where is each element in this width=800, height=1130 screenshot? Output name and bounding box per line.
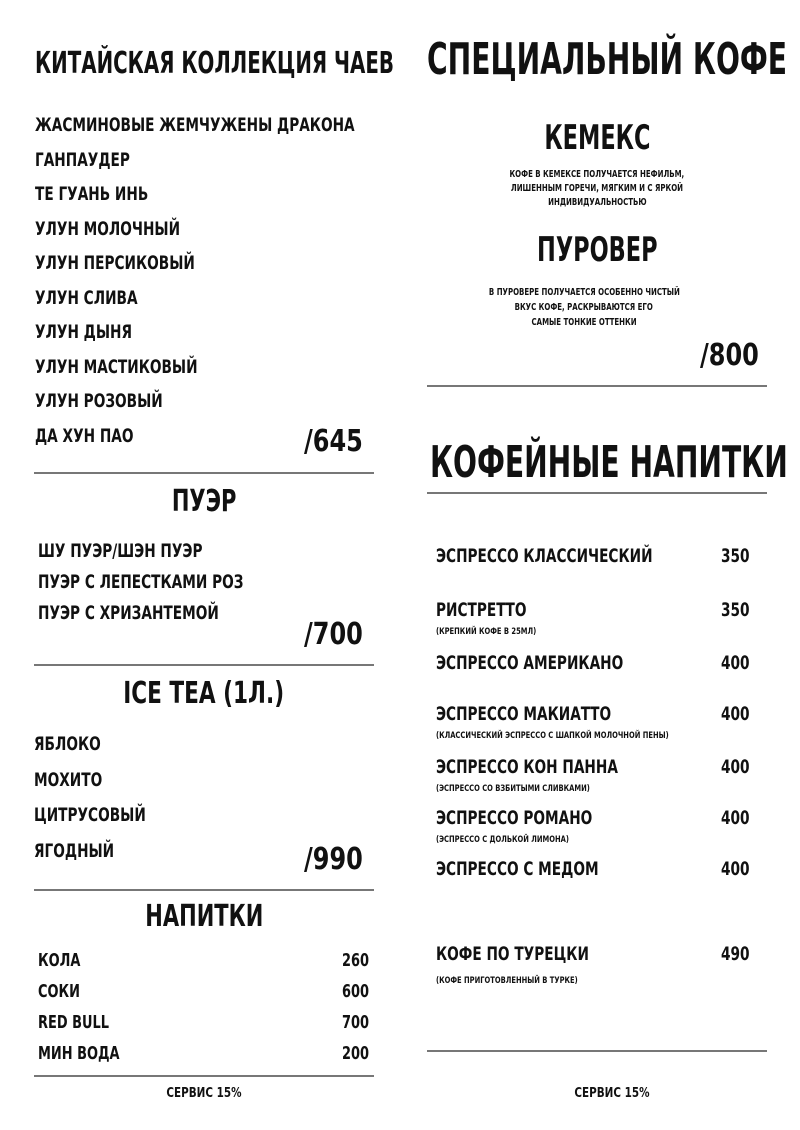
puer-title: ПУЭР bbox=[171, 484, 237, 519]
divider bbox=[34, 1075, 374, 1077]
icetea-title: ICE TEA (1Л.) bbox=[123, 676, 285, 711]
chemex-title: КЕМЕКС bbox=[543, 118, 651, 158]
divider bbox=[427, 1050, 767, 1052]
coffee-note: (КРЕПКИЙ КОФЕ В 25МЛ) bbox=[436, 627, 537, 637]
menu-item: УЛУН МАСТИКОВЫЙ bbox=[35, 355, 198, 378]
chemex-desc-line: ИНДИВИДУАЛЬНОСТЬЮ bbox=[547, 197, 647, 208]
coffee-price: 400 bbox=[721, 807, 750, 829]
coffee-name: КОФЕ ПО ТУРЕЦКИ bbox=[436, 943, 589, 965]
coffee-note: (ЭСПРЕССО С ДОЛЬКОЙ ЛИМОНА) bbox=[436, 835, 569, 845]
menu-item: ЦИТРУСОВЫЙ bbox=[34, 804, 146, 826]
chinese-tea-price: /645 bbox=[304, 424, 363, 459]
chemex-desc-line: ЛИШЕННЫМ ГОРЕЧИ, МЯГКИМ И С ЯРКОЙ bbox=[510, 183, 684, 194]
drink-name: СОКИ bbox=[38, 981, 80, 1002]
menu-item: УЛУН ПЕРСИКОВЫЙ bbox=[35, 252, 195, 274]
menu-item: УЛУН РОЗОВЫЙ bbox=[35, 390, 163, 412]
coffee-note: (КЛАССИЧЕСКИЙ ЭСПРЕССО С ШАПКОЙ МОЛОЧНОЙ ПЕНЫ) bbox=[436, 731, 669, 741]
coffee-name: ЭСПРЕССО АМЕРИКАНО bbox=[436, 652, 624, 674]
service-wrap bbox=[34, 1084, 374, 1102]
list-item bbox=[38, 1012, 376, 1043]
coffee-price: 400 bbox=[721, 703, 750, 725]
drink-price: 260 bbox=[342, 950, 370, 971]
icetea-list bbox=[34, 733, 189, 875]
pourover-title: ПУРОВЕР bbox=[536, 230, 658, 270]
service-note: СЕРВИС 15% bbox=[166, 1086, 242, 1101]
drinks-title: НАПИТКИ bbox=[144, 899, 264, 934]
chinese-tea-list bbox=[35, 114, 479, 459]
menu-item: УЛУН МОЛОЧНЫЙ bbox=[35, 217, 181, 240]
drink-name: КОЛА bbox=[38, 950, 81, 971]
list-item bbox=[38, 1043, 376, 1074]
list-item bbox=[38, 981, 376, 1012]
drinks-title-wrap bbox=[34, 899, 374, 934]
pourover-desc-line: САМЫЕ ТОНКИЕ ОТТЕНКИ bbox=[531, 317, 637, 328]
coffee-list bbox=[436, 0, 766, 1130]
puer-title-wrap bbox=[34, 484, 374, 519]
menu-item: ПУЭР С ЛЕПЕСТКАМИ РОЗ bbox=[38, 571, 244, 593]
pourover-desc-line: ВКУС КОФЕ, РАСКРЫВАЮТСЯ ЕГО bbox=[514, 302, 654, 313]
special-coffee-price: /800 bbox=[700, 338, 759, 373]
pourover-desc-line: В ПУРОВЕРЕ ПОЛУЧАЕТСЯ ОСОБЕННО ЧИСТЫЙ bbox=[488, 287, 680, 298]
coffee-price: 350 bbox=[721, 599, 750, 621]
coffee-price: 400 bbox=[721, 858, 750, 880]
puer-price: /700 bbox=[304, 617, 363, 652]
drink-price: 600 bbox=[342, 981, 370, 1002]
drink-price: 200 bbox=[342, 1043, 370, 1064]
drink-price: 700 bbox=[342, 1012, 370, 1033]
chinese-tea-title: КИТАЙСКАЯ КОЛЛЕКЦИЯ ЧАЕВ bbox=[35, 46, 394, 81]
drink-name: RED BULL bbox=[38, 1012, 110, 1033]
menu-item: ГАНПАУДЕР bbox=[35, 148, 130, 171]
menu-item: ЖАСМИНОВЫЕ ЖЕМЧУЖЕНЫ ДРАКОНА bbox=[35, 114, 355, 136]
coffee-price: 490 bbox=[721, 943, 750, 965]
special-coffee-title: СПЕЦИАЛЬНЫЙ КОФЕ bbox=[427, 34, 788, 85]
drinks-list bbox=[38, 950, 376, 1074]
menu-item: ДА ХУН ПАО bbox=[35, 424, 134, 447]
list-item bbox=[38, 950, 376, 981]
coffee-price: 400 bbox=[721, 652, 750, 674]
coffee-name: ЭСПРЕССО С МЕДОМ bbox=[436, 858, 599, 880]
coffee-name: ЭСПРЕССО КЛАССИЧЕСКИЙ bbox=[436, 545, 653, 567]
coffee-name: ЭСПРЕССО КОН ПАННА bbox=[436, 756, 618, 778]
menu-item: УЛУН ДЫНЯ bbox=[35, 321, 133, 343]
coffee-note: (КОФЕ ПРИГОТОВЛЕННЫЙ В ТУРКЕ) bbox=[436, 976, 578, 986]
coffee-price: 400 bbox=[721, 756, 750, 778]
puer-list bbox=[38, 540, 323, 633]
divider bbox=[34, 889, 374, 891]
menu-item: ШУ ПУЭР/ШЭН ПУЭР bbox=[38, 540, 203, 562]
menu-item: ЯГОДНЫЙ bbox=[34, 839, 115, 862]
menu-item: ПУЭР С ХРИЗАНТЕМОЙ bbox=[38, 602, 219, 624]
menu-item: ТЕ ГУАНЬ ИНЬ bbox=[35, 183, 149, 205]
coffee-name: ЭСПРЕССО РОМАНО bbox=[436, 807, 593, 829]
coffee-price: 350 bbox=[721, 545, 750, 567]
chemex-desc-line: КОФЕ В КЕМЕКСЕ ПОЛУЧАЕТСЯ НЕФИЛЬМ, bbox=[509, 169, 685, 180]
divider bbox=[34, 664, 374, 666]
icetea-title-wrap bbox=[34, 676, 374, 711]
divider bbox=[34, 472, 374, 474]
menu-item: ЯБЛОКО bbox=[34, 733, 101, 755]
menu-item: МОХИТО bbox=[34, 768, 103, 791]
coffee-name: ЭСПРЕССО МАКИАТТО bbox=[436, 703, 612, 725]
coffee-name: РИСТРЕТТО bbox=[436, 599, 527, 621]
service-note: СЕРВИС 15% bbox=[574, 1086, 650, 1101]
service-wrap bbox=[442, 1084, 782, 1102]
coffee-note: (ЭСПРЕССО СО ВЗБИТЫМИ СЛИВКАМИ) bbox=[436, 784, 590, 794]
icetea-price: /990 bbox=[304, 842, 363, 877]
drink-name: МИН ВОДА bbox=[38, 1043, 120, 1064]
menu-item: УЛУН СЛИВА bbox=[35, 286, 138, 309]
coffee-drinks-title: КОФЕЙНЫЕ НАПИТКИ bbox=[430, 437, 788, 488]
